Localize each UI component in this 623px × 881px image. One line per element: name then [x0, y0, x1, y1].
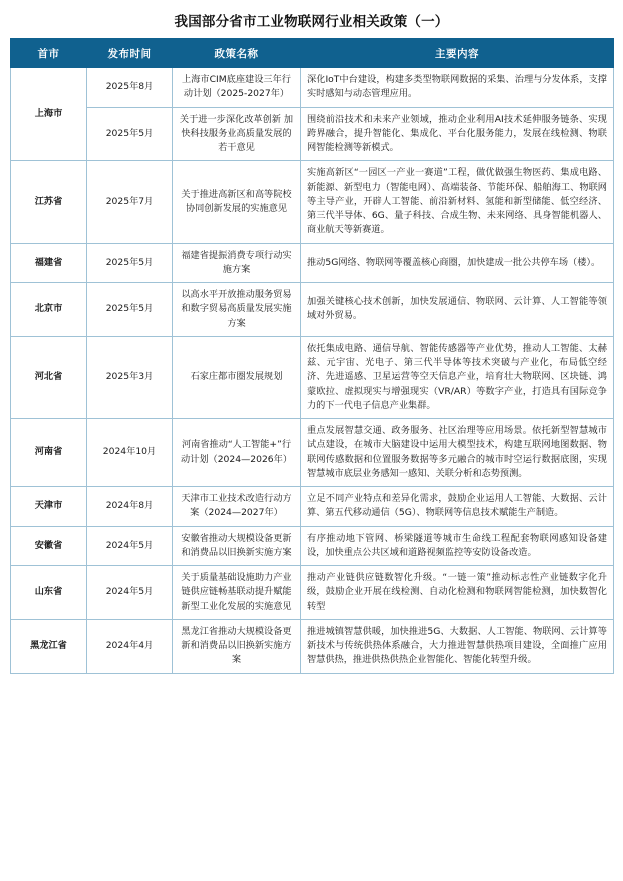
cell-region: 天津市: [11, 487, 87, 527]
cell-region: 河北省: [11, 336, 87, 418]
cell-policy-name: 河南省推动“人工智能+”行动计划（2024—2026年）: [173, 419, 301, 487]
cell-main-content: 深化IoT中台建设，构建多类型物联网数据的采集、治理与分发体系，支撑实时感知与动态管理应用。: [301, 68, 614, 108]
cell-region: 福建省: [11, 243, 87, 283]
cell-date: 2024年5月: [87, 526, 173, 566]
cell-main-content: 依托集成电路、通信导航、智能传感器等产业优势，推动人工智能、太赫兹、元宇宙、光电子、第三代半导体等技术突破与产业化，布局低空经济、先进遥感、卫星运营等空天信息产业，培育壮大物联网、区块链、鸿蒙欧拉、虚拟现实与增强现实（VR/AR）等数字产业，打造具有国际竞争力的下一代电子信息产业集群。: [301, 336, 614, 418]
cell-main-content: 推进城镇智慧供暖，加快推进5G、大数据、人工智能、物联网、云计算等新技术与传统供热体系融合，大力推进智慧供热项目建设，全面推广应用智慧供热，推进供热供热企业智能化、智能化转型升级。: [301, 619, 614, 673]
cell-main-content: 有序推动地下管网、桥梁隧道等城市生命线工程配套物联网感知设备建设，加快重点公共区域和道路视频监控等安防设备改造。: [301, 526, 614, 566]
table-row: [11, 419, 614, 487]
cell-policy-name: 以高水平开放推动服务贸易和数字贸易高质量发展实施方案: [173, 283, 301, 337]
cell-region: 北京市: [11, 283, 87, 337]
table-row: [11, 107, 614, 161]
cell-region: 黑龙江省: [11, 619, 87, 673]
cell-main-content: 推动产业链供应链数智化升级。“一链一策”推动标志性产业链数字化升级，鼓励企业开展在线检测、自动化检测和物联网智能检测，加快数智化转型: [301, 566, 614, 620]
column-header-main-content: 主要内容: [301, 39, 614, 68]
table-header-row: [11, 39, 614, 68]
cell-policy-name: 关于进一步深化改革创新 加快科技服务业高质量发展的若干意见: [173, 107, 301, 161]
cell-policy-name: 关于推进高新区和高等院校协同创新发展的实施意见: [173, 161, 301, 243]
cell-region: 山东省: [11, 566, 87, 620]
column-header-policy-name: 政策名称: [173, 39, 301, 68]
cell-policy-name: 安徽省推动大规模设备更新和消费品以旧换新实施方案: [173, 526, 301, 566]
cell-date: 2025年3月: [87, 336, 173, 418]
cell-policy-name: 天津市工业技术改造行动方案（2024—2027年）: [173, 487, 301, 527]
cell-date: 2025年8月: [87, 68, 173, 108]
table-row: [11, 566, 614, 620]
cell-region: 河南省: [11, 419, 87, 487]
cell-date: 2025年5月: [87, 243, 173, 283]
cell-policy-name: 上海市CIM底座建设三年行动计划（2025-2027年）: [173, 68, 301, 108]
table-header: [11, 39, 614, 68]
cell-policy-name: 石家庄都市圈发展规划: [173, 336, 301, 418]
cell-region: 安徽省: [11, 526, 87, 566]
table-row: [11, 336, 614, 418]
cell-main-content: 实施高新区“一园区一产业一赛道”工程，做优做强生物医药、集成电路、新能源、新型电力（智能电网）、高端装备、节能环保、船舶海工、物联网等主导产业，开辟人工智能、前沿新材料、氢能和新型储能、低空经济、第三代半导体、6G、量子科技、合成生物、未来网络、具身智能机器人、商业航天等新赛道。: [301, 161, 614, 243]
cell-region: 江苏省: [11, 161, 87, 243]
cell-date: 2024年10月: [87, 419, 173, 487]
cell-date: 2024年4月: [87, 619, 173, 673]
cell-main-content: 推动5G网络、物联网等覆盖核心商圈，加快建成一批公共停车场（楼）。: [301, 243, 614, 283]
column-header-date: 发布时间: [87, 39, 173, 68]
cell-date: 2025年7月: [87, 161, 173, 243]
policy-table: [10, 38, 614, 674]
page-title: 我国部分省市工业物联网行业相关政策（一）: [174, 14, 449, 30]
cell-main-content: 加强关键核心技术创新，加快发展通信、物联网、云计算、人工智能等领域对外贸易。: [301, 283, 614, 337]
cell-main-content: 重点发展智慧交通、政务服务、社区治理等应用场景。依托新型智慧城市试点建设，在城市大脑建设中运用大模型技术，构建互联网地图数据、物联网传感数据和位置服务数据等多元融合的城市时空运行数据底图，实现智慧城市底层业务感知一感知、关联分析和态势预测。: [301, 419, 614, 487]
table-row: [11, 243, 614, 283]
cell-date: 2025年5月: [87, 283, 173, 337]
cell-policy-name: 福建省提振消费专项行动实施方案: [173, 243, 301, 283]
table-row: [11, 68, 614, 108]
table-body: [11, 68, 614, 674]
table-row: [11, 526, 614, 566]
cell-policy-name: 黑龙江省推动大规模设备更新和消费品以旧换新实施方案: [173, 619, 301, 673]
cell-region: 上海市: [11, 68, 87, 161]
cell-date: 2025年5月: [87, 107, 173, 161]
cell-date: 2024年5月: [87, 566, 173, 620]
table-row: [11, 283, 614, 337]
cell-main-content: 立足不同产业特点和差异化需求，鼓励企业运用人工智能、大数据、云计算、第五代移动通信（5G）、物联网等信息技术赋能生产制造。: [301, 487, 614, 527]
cell-main-content: 围绕前沿技术和未来产业领域，推动企业利用AI技术延伸服务链条、实现跨界融合，提升智能化、集成化、平台化服务能力，发展在线检测、物联网智能检测等新模式。: [301, 107, 614, 161]
table-row: [11, 161, 614, 243]
cell-date: 2024年8月: [87, 487, 173, 527]
table-row: [11, 487, 614, 527]
table-row: [11, 619, 614, 673]
cell-policy-name: 关于质量基础设施助力产业链供应链畅基联动提升赋能新型工业化发展的实施意见: [173, 566, 301, 620]
column-header-region: 首市: [11, 39, 87, 68]
